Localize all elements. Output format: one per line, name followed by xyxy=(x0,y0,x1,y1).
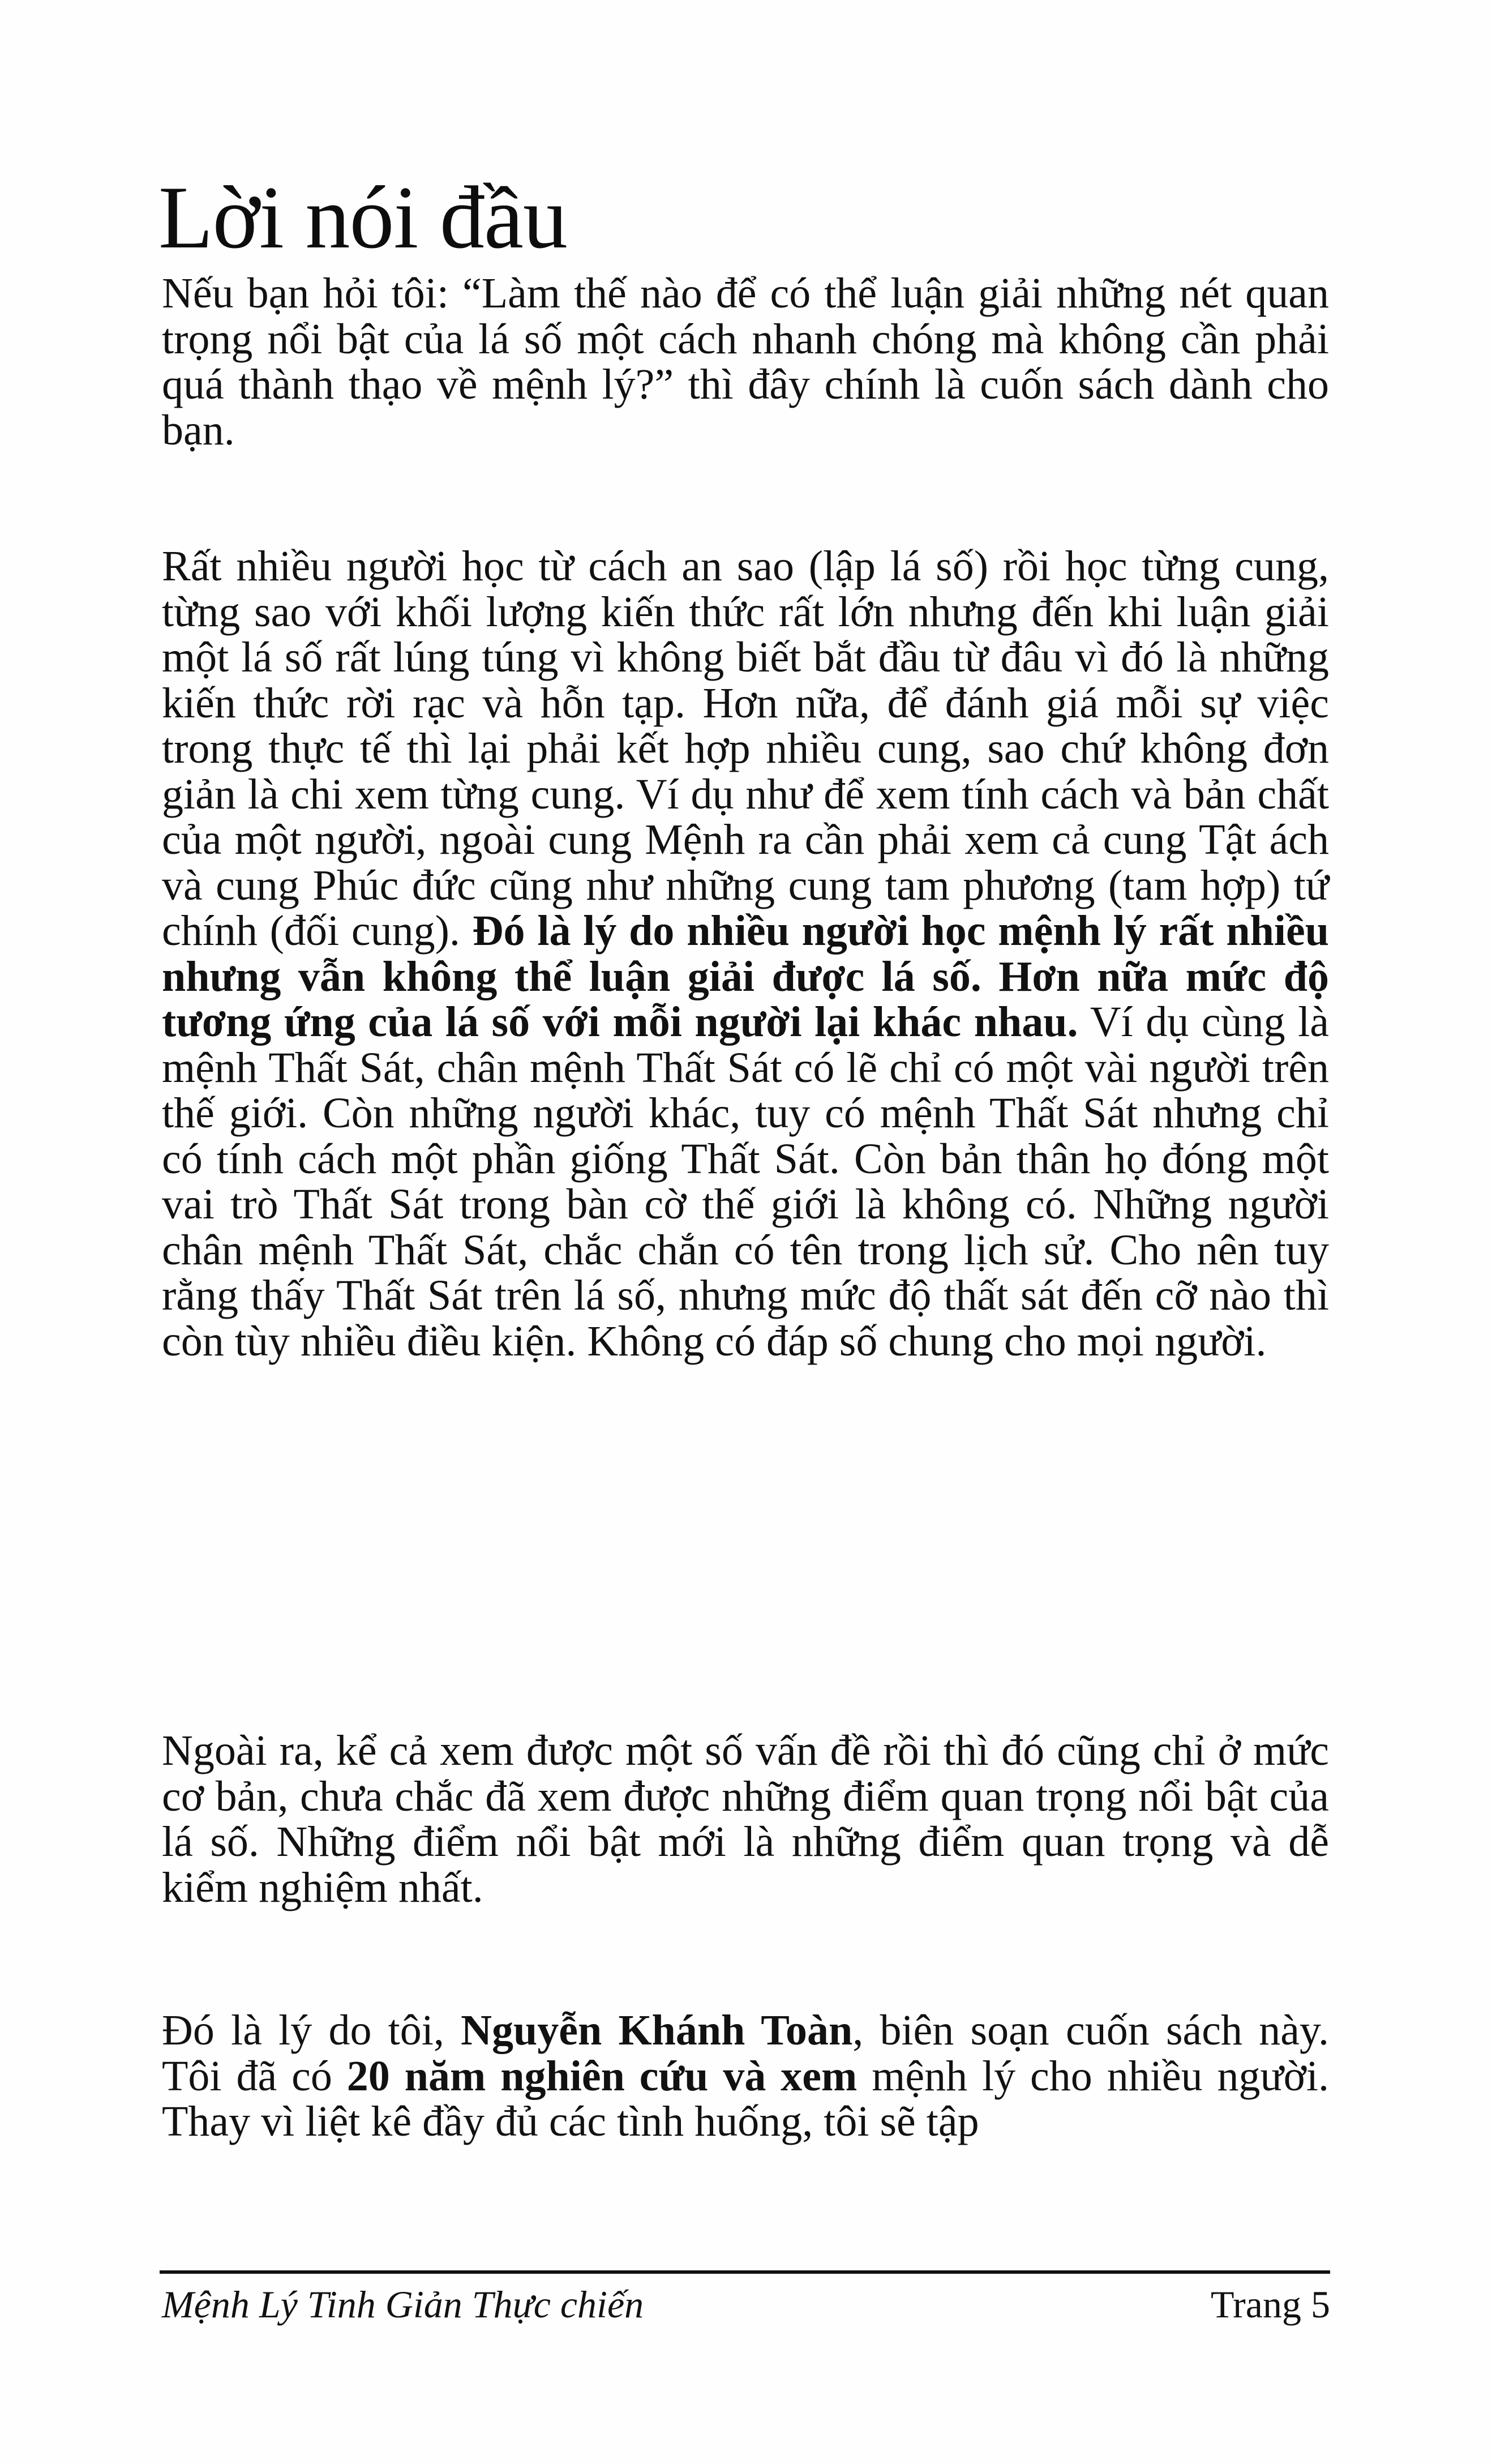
paragraph-4 xyxy=(162,2008,1329,2145)
experience-emphasis: 20 năm nghiên cứu và xem xyxy=(346,2052,858,2100)
paragraph-3 xyxy=(162,1728,1329,1910)
paragraph-2 xyxy=(162,544,1329,1364)
paragraph-4-text-b: , biên soạn cuốn sách này. Tôi đã có xyxy=(162,2007,1330,2100)
author-name: Nguyễn Khánh Toàn xyxy=(461,2007,853,2054)
paragraph-4-text-a: Đó là lý do tôi, xyxy=(162,2007,461,2054)
paragraph-3-text: Ngoài ra, kể cả xem được một số vấn đề rồi thì đó cũng chỉ ở mức cơ bản, chưa chắc đã xem được những điểm quan trọng nổi bật của lá số. Những điểm nổi bật mới là những điểm quan trọng và dễ kiểm nghiệm nhất. xyxy=(162,1727,1329,1911)
paragraph-4-text-c: mệnh lý cho nhiều người. Thay vì liệt kê đầy đủ các tình huống, tôi sẽ tập xyxy=(162,2052,1329,2145)
footer-page-number: Trang 5 xyxy=(1211,2283,1330,2326)
paragraph-2-bold-emphasis: Đó là lý do nhiều người học mệnh lý rất nhiều nhưng vẫn không thể luận giải được lá số. Hơn nữa mức độ tương ứng của lá số với mỗi người lại khác nhau. xyxy=(162,907,1329,1046)
paragraph-2-text-a: Rất nhiều người học từ cách an sao (lập lá số) rồi học từng cung, từng sao với khối lượng kiến thức rất lớn nhưng đến khi luận giải một lá số rất lúng túng vì không biết bắt đầu từ đâu vì đó là những kiến thức rời rạc và hỗn tạp. Hơn nữa, để đánh giá mỗi sự việc trong thực tế thì lại phải kết hợp nhiều cung, sao chứ không đơn giản là chi xem từng cung. Ví dụ như để xem tính cách và bản chất của một người, ngoài cung Mệnh ra cần phải xem cả cung Tật ách và cung Phúc đức cũng như những cung tam phương (tam hợp) tứ chính (đối cung). xyxy=(162,542,1329,955)
paragraph-1 xyxy=(162,271,1329,453)
footer-book-title: Mệnh Lý Tinh Giản Thực chiến xyxy=(162,2283,644,2326)
paragraph-1-text: Nếu bạn hỏi tôi: “Làm thế nào để có thể luận giải những nét quan trọng nổi bật của lá số một cách nhanh chóng mà không cần phải quá thành thạo về mệnh lý?” thì đây chính là cuốn sách dành cho bạn. xyxy=(162,270,1329,454)
paragraph-2-text-b: Ví dụ cùng là mệnh Thất Sát, chân mệnh Thất Sát có lẽ chỉ có một vài người trên thế giới. Còn những người khác, tuy có mệnh Thất Sát nhưng chỉ có tính cách một phần giống Thất Sát. Còn bản thân họ đóng một vai trò Thất Sát trong bàn cờ thế giới là không có. Những người chân mệnh Thất Sát, chắc chắn có tên trong lịch sử. Cho nên tuy rằng thấy Thất Sát trên lá số, nhưng mức độ thất sát đến cỡ nào thì còn tùy nhiều điều kiện. Không có đáp số chung cho mọi người. xyxy=(162,998,1329,1365)
page-title: Lời nói đầu xyxy=(158,168,567,267)
footer-divider xyxy=(160,2270,1330,2274)
